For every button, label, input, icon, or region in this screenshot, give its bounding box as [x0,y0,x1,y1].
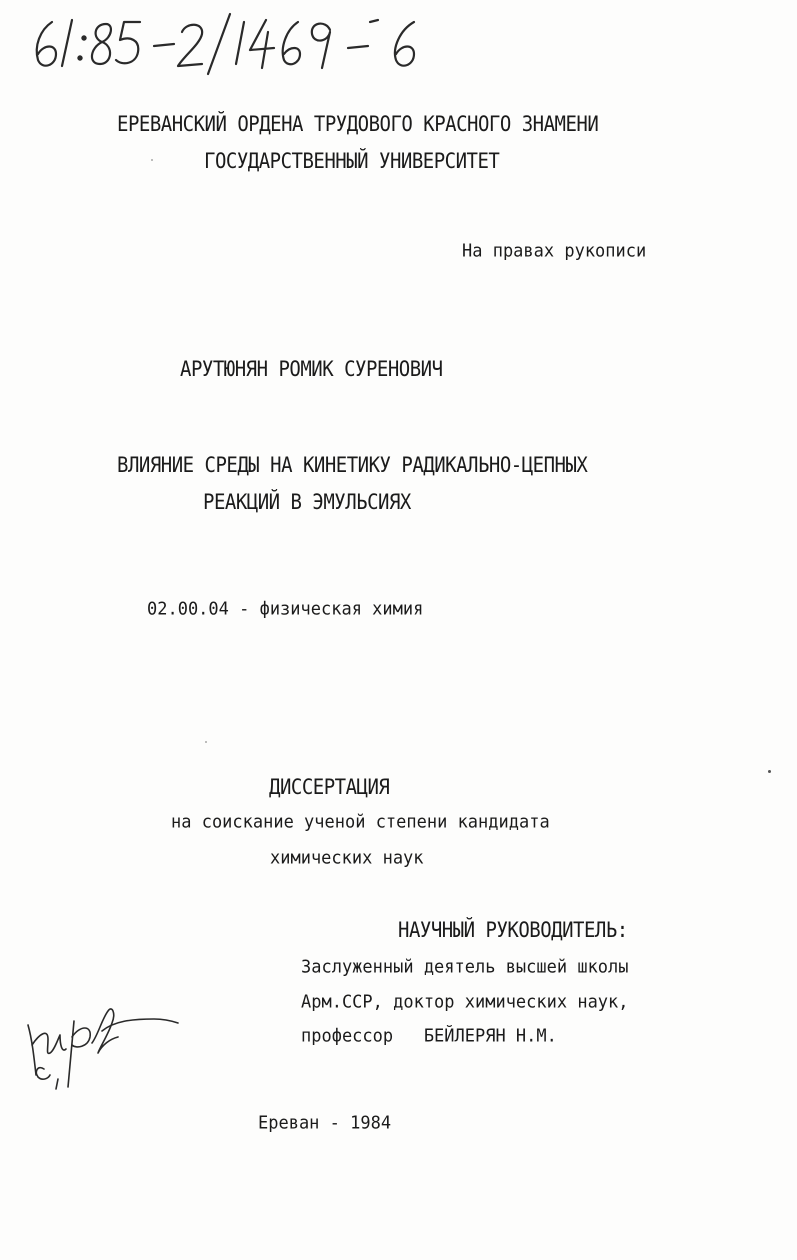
institution-line-2: ГОСУДАРСТВЕННЫЙ УНИВЕРСИТЕТ [204,148,500,174]
archive-mark-handwriting [22,8,442,78]
scan-speck [151,159,153,161]
document-type-line-1: на соискание ученой степени кандидата [171,811,550,833]
document-type-heading: ДИССЕРТАЦИЯ [269,774,390,800]
place-and-year: Ереван - 1984 [258,1112,392,1134]
institution-line-1: ЕРЕВАНСКИЙ ОРДЕНА ТРУДОВОГО КРАСНОГО ЗНАМЕНИ [117,111,599,137]
scan-speck [768,770,771,773]
supervisor-heading: НАУЧНЫЙ РУКОВОДИТЕЛЬ: [398,917,628,943]
manuscript-rights-note: На правах рукописи [462,240,647,262]
supervisor-line-1: Заслуженный деятель высшей школы [301,956,629,978]
specialty-code: 02.00.04 - физическая химия [147,598,424,620]
supervisor-line-3: профессор БЕЙЛЕРЯН Н.М. [301,1025,557,1047]
dissertation-title-line-1: ВЛИЯНИЕ СРЕДЫ НА КИНЕТИКУ РАДИКАЛЬНО-ЦЕПНЫХ [117,452,588,478]
scan-speck [205,741,207,743]
document-type-line-2: химических наук [270,847,424,869]
supervisor-line-2: Арм.ССР, доктор химических наук, [301,991,629,1013]
dissertation-title-line-2: РЕАКЦИЙ В ЭМУЛЬСИЯХ [203,489,411,515]
author-name: АРУТЮНЯН РОМИК СУРЕНОВИЧ [180,356,443,382]
handwritten-signature [18,995,188,1095]
